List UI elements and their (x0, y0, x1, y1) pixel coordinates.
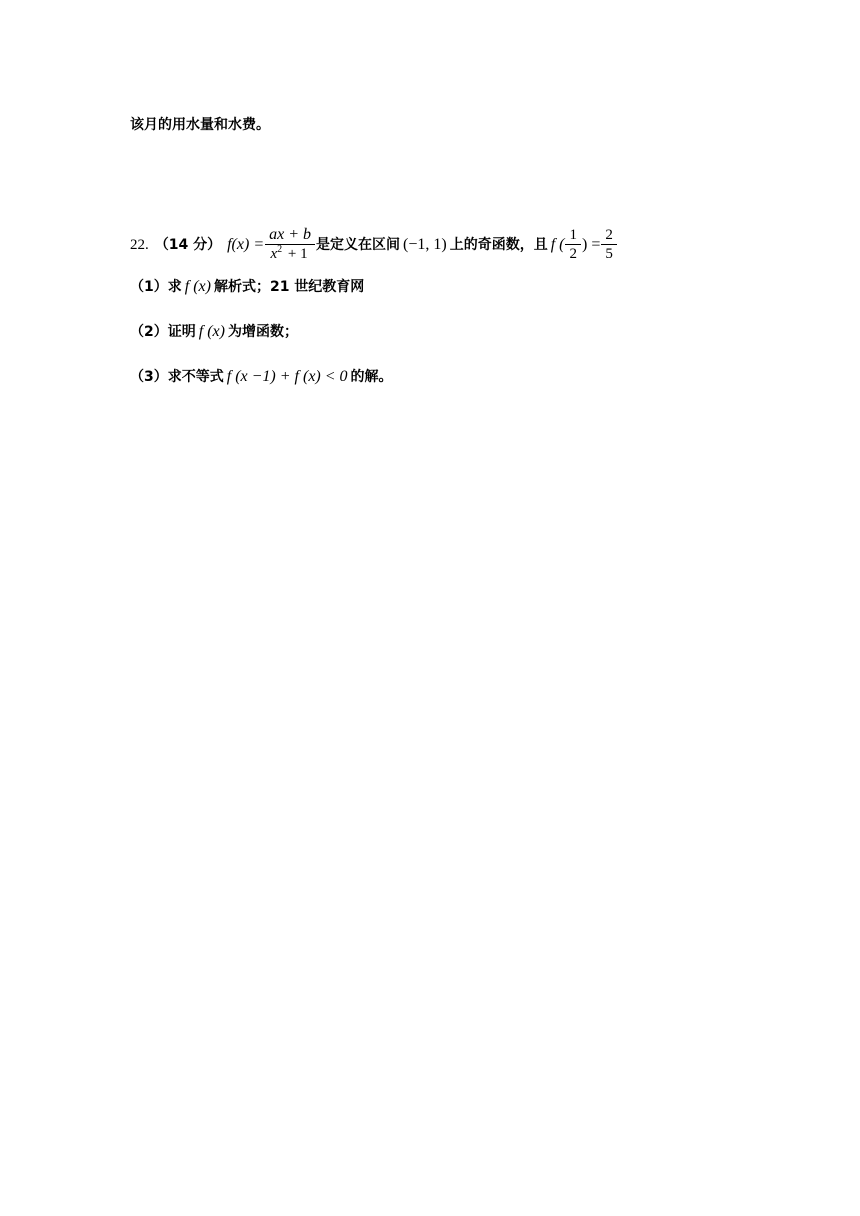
part-2-label: （2）证明 (130, 324, 196, 340)
interval: (−1, 1) (403, 235, 447, 253)
part-3 (130, 367, 393, 387)
part-1-text: 解析式；21 世纪教育网 (213, 279, 365, 295)
description-2: 上的奇函数，且 (449, 236, 548, 253)
condition-arg-numerator: 1 (569, 227, 577, 243)
condition-argument-fraction (567, 226, 579, 263)
part-1-label: （1）求 (130, 279, 182, 295)
condition-value-fraction (603, 226, 615, 263)
part-3-text: 的解。 (350, 369, 393, 385)
fraction-denominator (268, 245, 311, 263)
description-1: 是定义在区间 (316, 236, 401, 253)
part-1 (130, 277, 364, 297)
denominator-exponent: 2 (277, 244, 283, 255)
function-lhs: f(x) = (227, 235, 265, 253)
question-22 (130, 226, 618, 263)
condition-arg-denominator: 2 (569, 246, 577, 262)
fraction-numerator: ax + b (269, 226, 312, 243)
condition-value-numerator: 2 (605, 227, 613, 243)
denominator-tail: + 1 (284, 246, 308, 262)
part-3-expression: f (x −1) + f (x) < 0 (226, 368, 348, 385)
part-1-expression: f (x) (184, 278, 211, 295)
part-3-label: （3）求不等式 (130, 369, 224, 385)
fragment-line (130, 115, 270, 135)
condition-value-denominator: 5 (605, 246, 613, 262)
denominator-base: x (270, 246, 278, 262)
function-fraction (267, 226, 313, 263)
part-2-text: 为增函数； (227, 324, 298, 340)
fragment-text: 该月的用水量和水费。 (130, 117, 270, 133)
part-2 (130, 322, 298, 342)
question-number: 22. (130, 236, 149, 253)
part-2-expression: f (x) (198, 323, 225, 340)
condition-close: ) = (581, 235, 601, 253)
condition-lhs: f ( (550, 235, 565, 253)
question-points: （14 分） (154, 236, 222, 253)
